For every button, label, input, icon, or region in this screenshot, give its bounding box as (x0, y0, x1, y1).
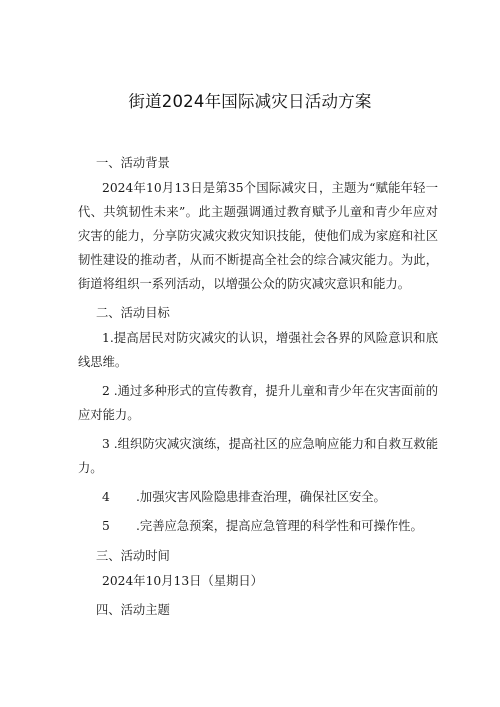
goal-item-text: .完善应急预案，提高应急管理的科学性和可操作性。 (136, 519, 423, 533)
section-heading-theme: 四、活动主题 (96, 603, 170, 617)
goal-item-number: 1. (102, 331, 114, 345)
document-body (78, 150, 438, 623)
goal-item-5 (78, 514, 438, 538)
goal-item-number: 4 (102, 490, 110, 504)
document-title: 街道2024年国际减灾日活动方案 (128, 92, 372, 111)
goal-item-2 (78, 379, 438, 427)
goal-item-text: .加强灾害风险隐患排查治理，确保社区安全。 (136, 490, 386, 504)
goal-item-text: 通过多种形式的宣传教育，提升儿童和青少年在灾害面前的应对能力。 (78, 384, 438, 422)
goal-item-number: 5 (102, 519, 110, 533)
goal-item-text: 提高居民对防灾减灾的认识，增强社会各界的风险意识和底线思维。 (78, 331, 438, 369)
activity-time-value: 2024年10月13日（星期日） (102, 574, 263, 588)
goal-item-4 (78, 485, 438, 509)
goal-item-3 (78, 432, 438, 480)
background-paragraph: 2024年10月13日是第35个国际减灾日，主题为“赋能年轻一代、共筑韧性未来”。此主题强调通过教育赋予儿童和青少年应对灾害的能力，分享防灾减灾救灾知识技能，使他们成为家庭和社区韧性建设的推动者，从而不断提高全社会的综合减灾能力。为此，街道将组织一系列活动，以增强公众的防灾减灾意识和能力。 (78, 181, 438, 291)
goal-item-number: 2 . (102, 384, 118, 398)
goal-item-text: 组织防灾减灾演练，提高社区的应急响应能力和自救互救能力。 (78, 437, 438, 475)
goal-item-1 (78, 326, 438, 374)
section-heading-time: 三、活动时间 (96, 549, 170, 563)
goal-item-number: 3 . (102, 437, 118, 451)
section-heading-background: 一、活动背景 (96, 156, 170, 170)
section-heading-goals: 二、活动目标 (96, 306, 170, 320)
